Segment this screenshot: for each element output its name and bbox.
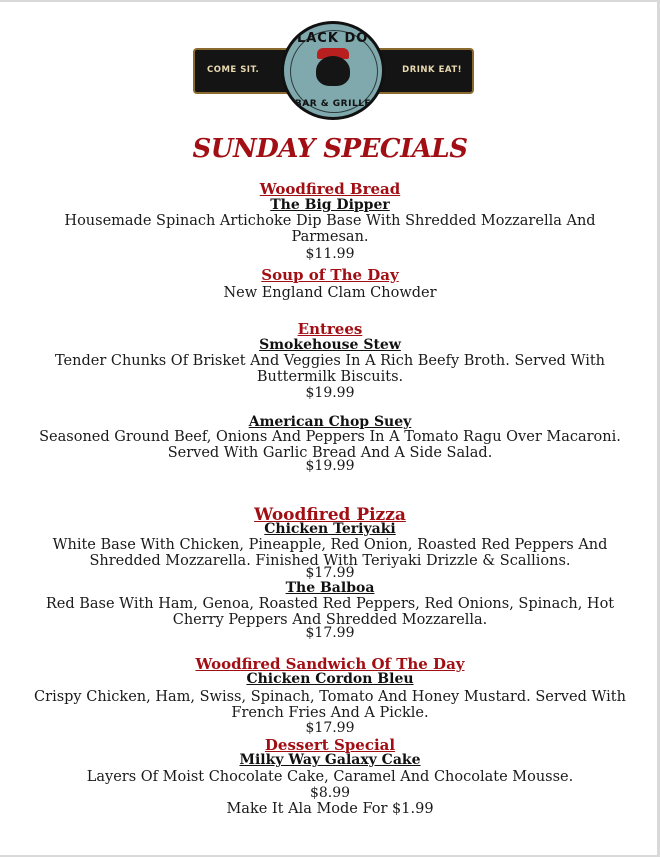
- section-heading-pizza: Woodfired Pizza: [254, 505, 406, 525]
- section-heading-dessert: Dessert Special: [264, 736, 396, 754]
- item-price-chicken-cordon-bleu: $17.99: [305, 720, 355, 736]
- item-price-american-chop-suey: $19.99: [305, 458, 355, 474]
- item-desc-big-dipper: Housemade Spinach Artichoke Dip Base With Shredded Mozzarella And Parmesan.: [64, 213, 596, 245]
- logo-emblem: [281, 21, 385, 120]
- page-border-top: [0, 0, 660, 2]
- logo-left-text: COME SIT.: [207, 65, 260, 75]
- item-name-balboa: The Balboa: [285, 580, 375, 596]
- item-desc-chicken-cordon-bleu: Crispy Chicken, Ham, Swiss, Spinach, Tomato And Honey Mustard. Served With French Fries And A Pickle.: [34, 689, 626, 721]
- item-name-smokehouse-stew: Smokehouse Stew: [259, 337, 401, 353]
- section-heading-sandwich: Woodfired Sandwich Of The Day: [195, 655, 465, 673]
- item-price-chicken-teriyaki: $17.99: [305, 565, 355, 581]
- item-desc-balboa: Red Base With Ham, Genoa, Roasted Red Peppers, Red Onions, Spinach, Hot Cherry Peppers And Shredded Mozzarella.: [45, 596, 615, 628]
- item-desc-chicken-teriyaki: White Base With Chicken, Pineapple, Red Onion, Roasted Red Peppers And Shredded Mozzarella. Finished With Teriyaki Drizzle & Scallions.: [52, 537, 608, 569]
- item-price-balboa: $17.99: [305, 625, 355, 641]
- item-price-big-dipper: $11.99: [305, 246, 355, 262]
- item-desc-milky-way-cake: Layers Of Moist Chocolate Cake, Caramel And Chocolate Mousse.: [86, 769, 574, 785]
- item-name-big-dipper: The Big Dipper: [270, 197, 390, 213]
- logo-bottom-text: BAR & GRILLE: [294, 99, 372, 109]
- item-name-american-chop-suey: American Chop Suey: [248, 414, 412, 430]
- item-price-milky-way-cake: $8.99: [309, 785, 351, 801]
- item-name-chicken-cordon-bleu: Chicken Cordon Bleu: [246, 671, 414, 687]
- soup-desc: New England Clam Chowder: [223, 285, 437, 301]
- section-heading-soup: Soup of The Day: [261, 266, 399, 284]
- item-price-smokehouse-stew: $19.99: [305, 385, 355, 401]
- dog-icon: [316, 56, 350, 86]
- section-heading-woodfired-bread: Woodfired Bread: [259, 180, 401, 198]
- section-heading-entrees: Entrees: [297, 320, 363, 338]
- logo-right-text: DRINK EAT!: [402, 65, 462, 75]
- item-name-milky-way-cake: Milky Way Galaxy Cake: [239, 752, 421, 768]
- item-desc-smokehouse-stew: Tender Chunks Of Brisket And Veggies In A Rich Beefy Broth. Served With Buttermilk Biscuits.: [54, 353, 606, 385]
- restaurant-logo: [193, 21, 474, 120]
- item-desc-american-chop-suey: Seasoned Ground Beef, Onions And Peppers In A Tomato Ragu Over Macaroni. Served With Garlic Bread And A Side Salad.: [39, 429, 621, 461]
- item-name-chicken-teriyaki: Chicken Teriyaki: [264, 521, 396, 537]
- logo-top-text: BLACK DOG: [286, 31, 380, 46]
- page-title: SUNDAY SPECIALS: [192, 134, 468, 164]
- dessert-ala-mode-note: Make It Ala Mode For $1.99: [226, 801, 434, 817]
